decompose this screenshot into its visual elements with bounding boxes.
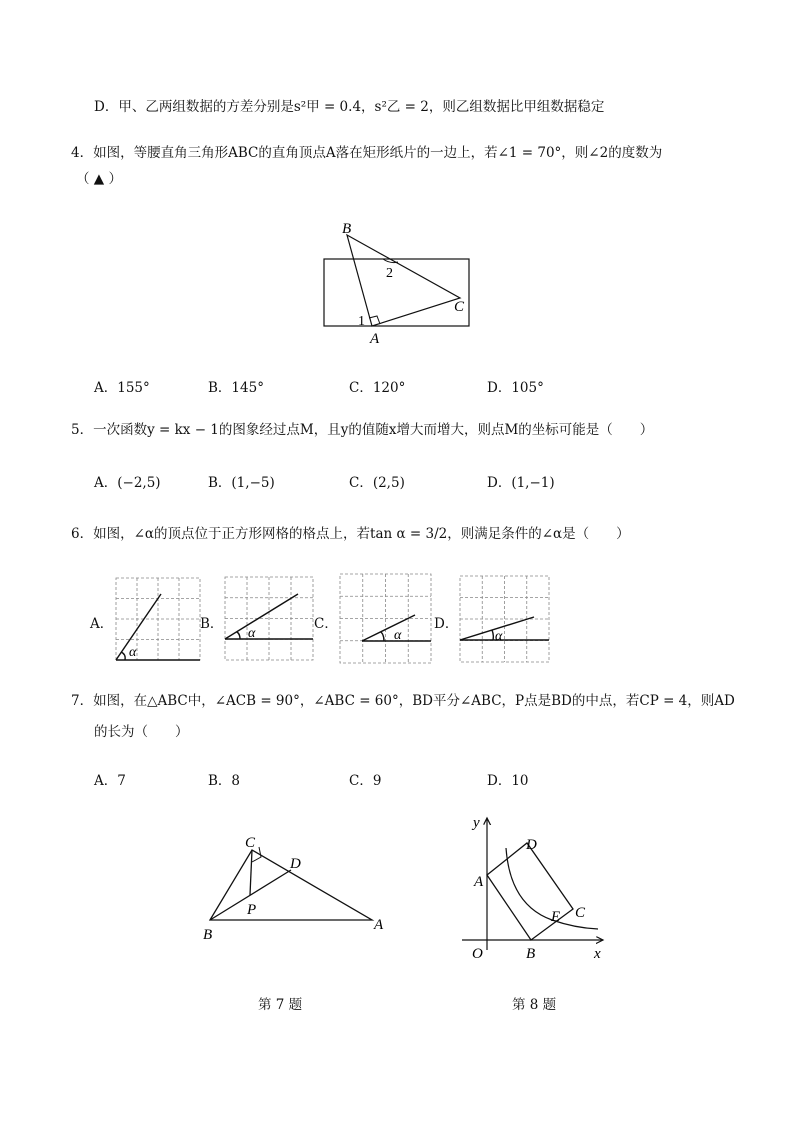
alpha-label-d: α <box>495 629 503 644</box>
label-c-8: C <box>575 905 586 921</box>
q5-option-d: D．(1,−1) <box>487 475 555 491</box>
q4-answer-blank: （ ▲ ） <box>76 171 122 187</box>
q6-option-d-letter: D． <box>434 616 459 632</box>
rectangle-abcd <box>487 843 573 940</box>
q7-option-c: C．9 <box>349 773 382 789</box>
q7-stem-line1: 7．如图，在△ABC中，∠ACB = 90°，∠ABC = 60°，BD平分∠ABC，P点是BD的中点，若CP = 4，则AD <box>71 693 735 709</box>
q6-option-b-letter: B． <box>200 616 224 632</box>
figure-8-caption: 第 8 题 <box>512 997 557 1013</box>
q7-stem-line2: 的长为（ ） <box>94 724 189 740</box>
label-a-7: A <box>374 917 384 933</box>
q6-option-c-letter: C． <box>314 616 338 632</box>
q7-option-b: B．8 <box>208 773 241 789</box>
q5-option-b: B．(1,−5) <box>208 475 275 491</box>
q3-option-d: D．甲、乙两组数据的方差分别是s²甲 = 0.4，s²乙 = 2，则乙组数据比甲组数据稳定 <box>94 99 605 115</box>
label-y-axis: y <box>473 815 480 831</box>
q5-option-c: C．(2,5) <box>349 475 405 491</box>
q6-stem: 6．如图，∠α的顶点位于正方形网格的格点上，若tan α = 3/2，则满足条件的∠α是（ ） <box>71 526 630 542</box>
label-c: C <box>454 299 465 315</box>
label-c-7: C <box>245 835 256 851</box>
label-b-8: B <box>526 946 536 962</box>
label-p-7: P <box>247 902 257 918</box>
alpha-label-b: α <box>248 626 256 641</box>
q5-stem: 5．一次函数y = kx − 1的图象经过点M，且y的值随x增大而增大，则点M的坐标可能是（ ） <box>71 422 654 438</box>
label-o: O <box>472 946 483 962</box>
q7-option-a: A．7 <box>94 773 126 789</box>
q6-option-a-letter: A． <box>90 616 114 632</box>
q5-option-a: A．(−2,5) <box>94 475 161 491</box>
alpha-label-c: α <box>394 628 402 643</box>
label-x-axis: x <box>594 946 601 962</box>
q4-option-b: B．145° <box>208 380 264 396</box>
label-a: A <box>370 331 380 347</box>
label-e-8: E <box>551 909 561 925</box>
label-angle-1: 1 <box>358 314 365 329</box>
label-a-8: A <box>474 874 484 890</box>
q4-option-a: A．155° <box>94 380 150 396</box>
q4-stem: 4．如图，等腰直角三角形ABC的直角顶点A落在矩形纸片的一边上，若∠1 = 70°，则∠2的度数为 <box>71 145 663 161</box>
label-d-7: D <box>290 856 301 872</box>
q4-option-d: D．105° <box>487 380 544 396</box>
q7-option-d: D．10 <box>487 773 529 789</box>
label-d-8: D <box>526 837 537 853</box>
label-angle-2: 2 <box>386 266 393 281</box>
alpha-label-a: α <box>129 645 137 660</box>
figure-7-caption: 第 7 题 <box>258 997 303 1013</box>
label-b: B <box>342 221 352 237</box>
q4-option-c: C．120° <box>349 380 406 396</box>
label-b-7: B <box>203 927 213 943</box>
